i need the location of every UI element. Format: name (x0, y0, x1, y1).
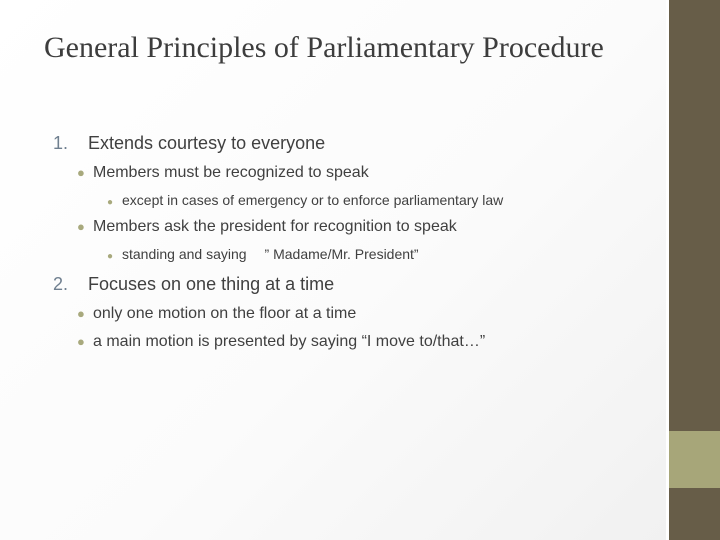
bullet-dot-icon: ● (77, 165, 85, 180)
sub-sub-item (107, 192, 503, 208)
list-item-2 (53, 274, 334, 295)
sub-item-text: only one motion on the floor at a time (93, 305, 357, 322)
list-number: 1. (53, 133, 69, 153)
sub-sub-item-quote: ” Madame/Mr. President” (264, 246, 419, 262)
sub-sub-item-text: standing and saying (122, 246, 247, 262)
list-number: 2. (53, 274, 69, 294)
bullet-dot-icon: ● (107, 197, 114, 208)
sub-item-text: a main motion is presented by saying “I move to/that…” (93, 333, 486, 350)
bullet-dot-icon: ● (107, 251, 114, 262)
side-decoration-bar (666, 0, 720, 540)
slide-title: General Principles of Parliamentary Procedure (44, 31, 604, 64)
sub-sub-item (107, 246, 419, 262)
sub-sub-item-text: except in cases of emergency or to enforce parliamentary law (122, 192, 504, 208)
sub-item (77, 164, 369, 182)
list-item-1 (53, 133, 325, 154)
sub-item-text: Members must be recognized to speak (93, 164, 369, 181)
bullet-dot-icon: ● (77, 334, 85, 349)
side-accent-block (669, 431, 720, 488)
bullet-dot-icon: ● (77, 219, 85, 234)
sub-item (77, 218, 457, 236)
sub-item (77, 333, 485, 351)
bullet-dot-icon: ● (77, 306, 85, 321)
list-item-text: Extends courtesy to everyone (88, 133, 326, 153)
list-item-text: Focuses on one thing at a time (88, 274, 335, 294)
sub-item-text: Members ask the president for recognition to speak (93, 218, 457, 235)
sub-item (77, 305, 356, 323)
